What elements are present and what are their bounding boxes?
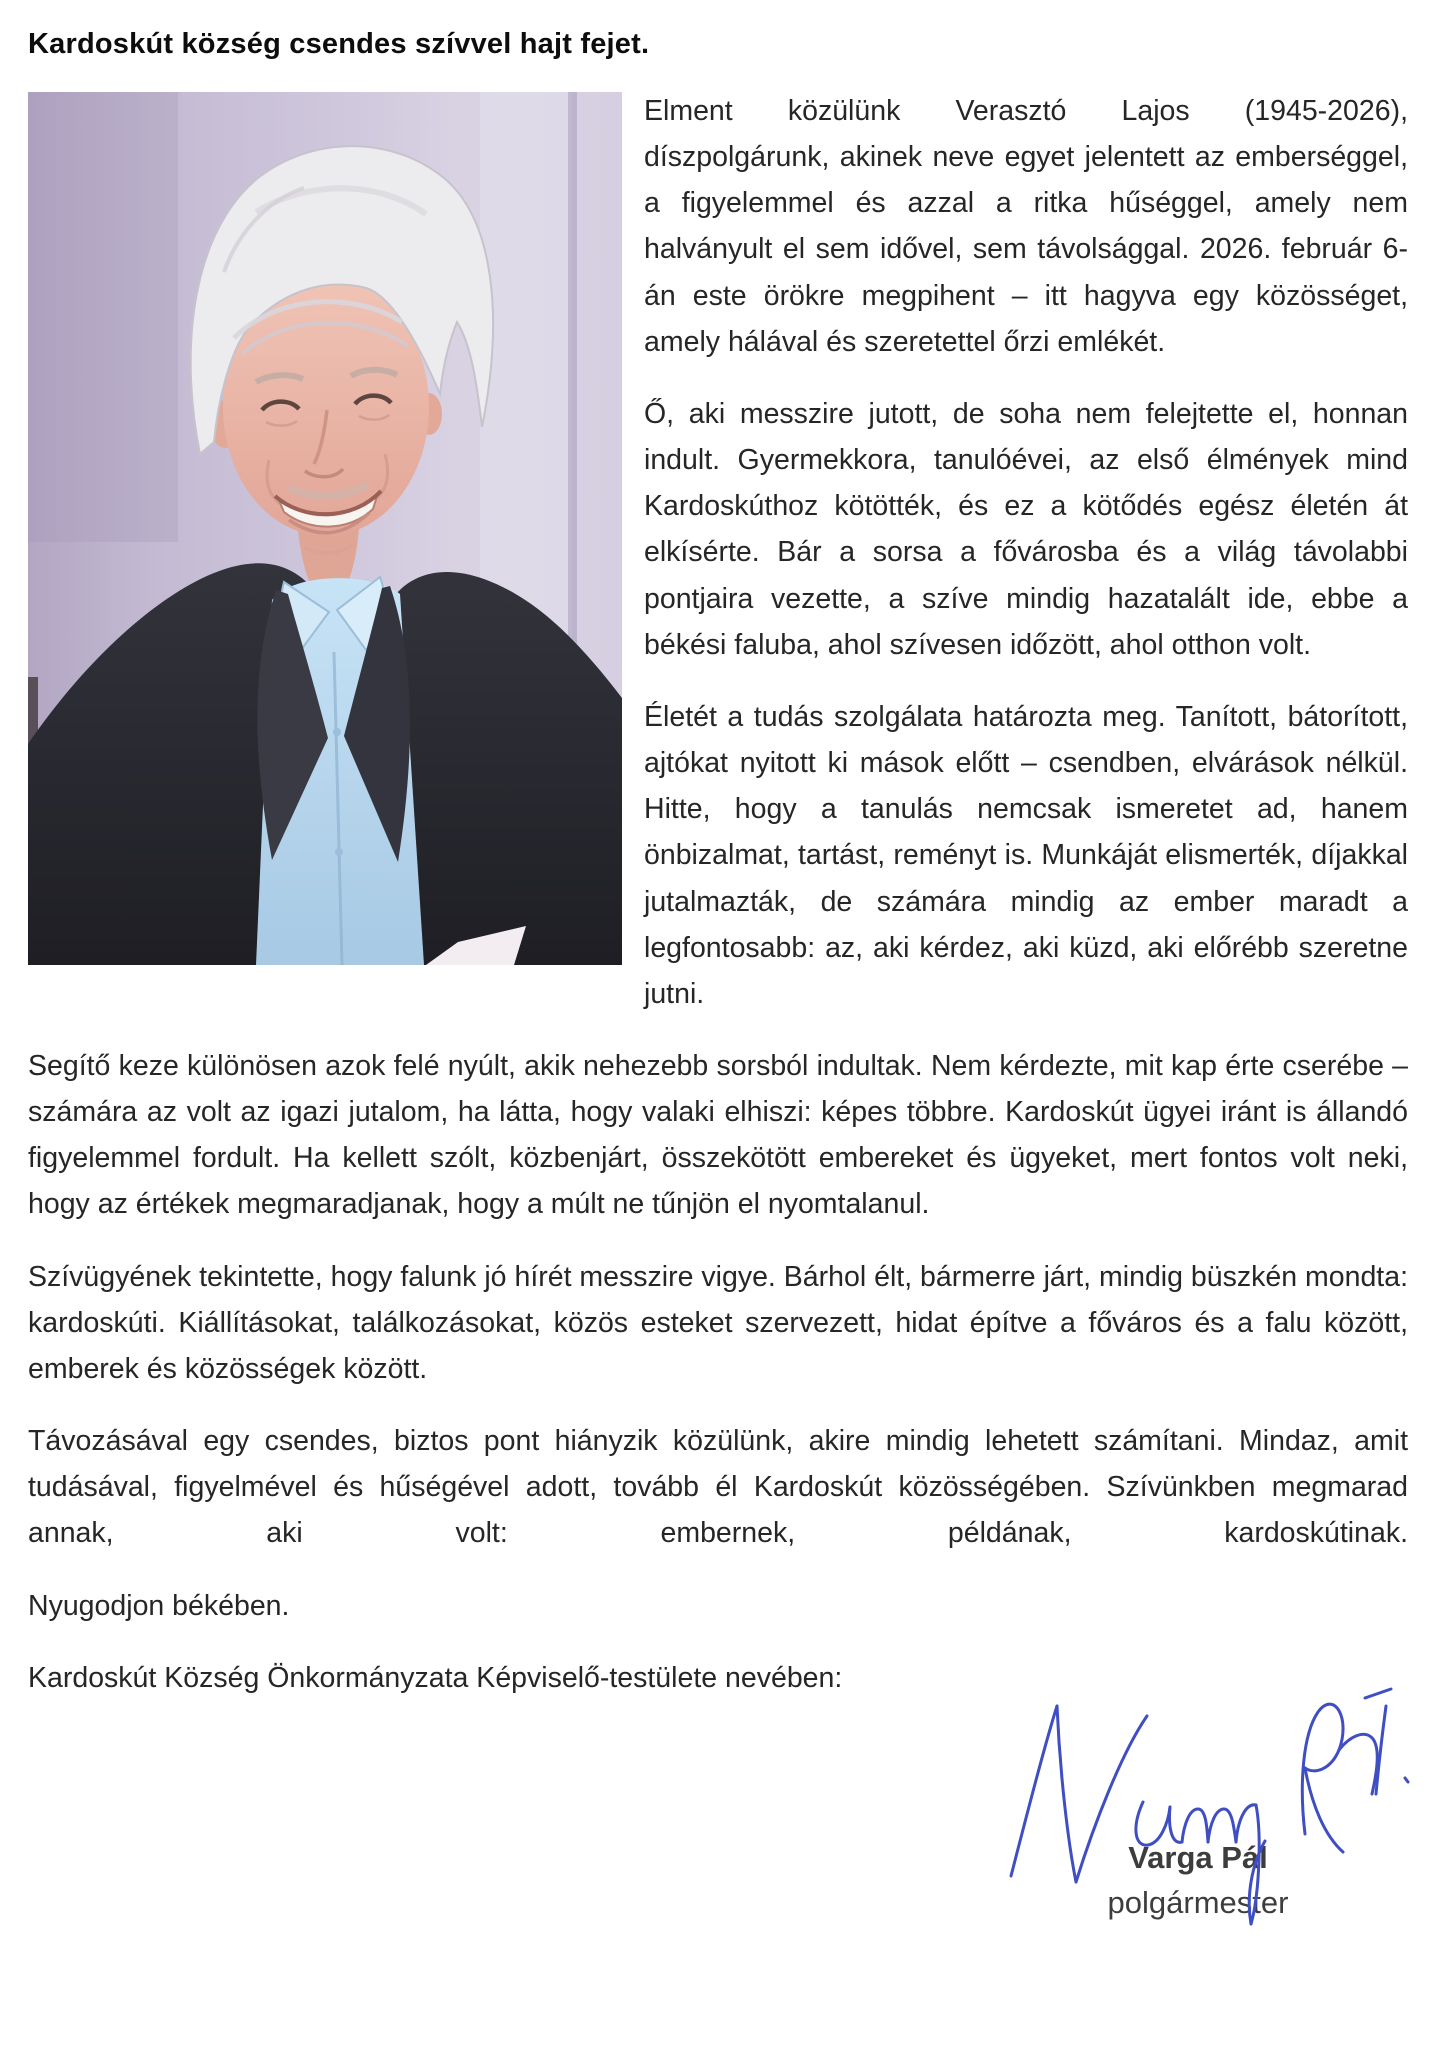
paragraph-4: Segítő keze különösen azok felé nyúlt, akik nehezebb sorsból indultak. Nem kérdezte, mit kap érte cserébe – számára az volt az igazi jutalom, ha látta, hogy valaki elhiszi: képes többre. Kardoskút ügyei iránt is állandó figyelemmel fordult. Ha kellett szólt, közbenjárt, összekötött embereket és ügyeket, mert fontos volt neki, hogy az értékek megmaradjanak, hogy a múlt ne tűnjön el nyomtalanul. (28, 1049, 1408, 1221)
signature-block (1018, 1836, 1378, 1926)
paragraph-2: Ő, aki messzire jutott, de soha nem felejtette el, honnan indult. Gyermekkora, tanulóévei, az első élmények mind Kardoskúthoz kötötték, és ez a kötődés egész életén át elkísérte. Bár a sorsa a fővárosba és a világ távolabbi pontjaira vezette, a szíve mindig hazatalált ide, ebbe a békési faluba, ahol szívesen időzött, ahol otthon volt. (644, 397, 1408, 661)
paragraph-8: Kardoskút Község Önkormányzata Képviselő-testülete nevében: (28, 1661, 843, 1694)
signatory-role: polgármester (1107, 1884, 1289, 1920)
signatory-name: Varga Pál (1128, 1839, 1268, 1875)
portrait-photo-illustration (28, 92, 622, 965)
paragraph-3: Életét a tudás szolgálata határozta meg. Tanított, bátorított, ajtókat nyitott ki mások előtt – csendben, elvárások nélkül. Hitte, hogy a tanulás nemcsak ismeretet ad, hanem önbizalmat, tartást, reményt is. Munkáját elismerték, díjakkal jutalmazták, de számára mindig az ember maradt a legfontosabb: az, aki kérdez, aki küzd, aki előrébb szeretne jutni. (644, 700, 1408, 1010)
portrait-photo (28, 92, 622, 965)
document-body (28, 88, 1408, 1926)
paragraph-7: Nyugodjon békében. (28, 1589, 290, 1622)
paragraph-5: Szívügyének tekintette, hogy falunk jó hírét messzire vigye. Bárhol élt, bármerre járt, mindig büszkén mondta: kardoskúti. Kiállításokat, találkozásokat, közös esteket szervezett, hidat építve a főváros és a falu között, emberek és közösségek között. (28, 1260, 1408, 1385)
page-title: Kardoskút község csendes szívvel hajt fejet. (28, 28, 650, 60)
paragraph-1: Elment közülünk Verasztó Lajos (1945-2026), díszpolgárunk, akinek neve egyet jelentett az emberséggel, a figyelemmel és azzal a ritka hűséggel, amely nem halványult el sem idővel, sem távolsággal. 2026. február 6-án este örökre megpihent – itt hagyva egy közösséget, amely hálával és szeretettel őrzi emlékét. (644, 95, 1408, 358)
paragraph-6: Távozásával egy csendes, biztos pont hiányzik közülünk, akire mindig lehetett számítani. Mindaz, amit tudásával, figyelmével és hűségével adott, tovább él Kardoskút közösségében. Szívünkben megmarad annak, aki volt: embernek, példának, kardoskútinak. (28, 1425, 1408, 1550)
